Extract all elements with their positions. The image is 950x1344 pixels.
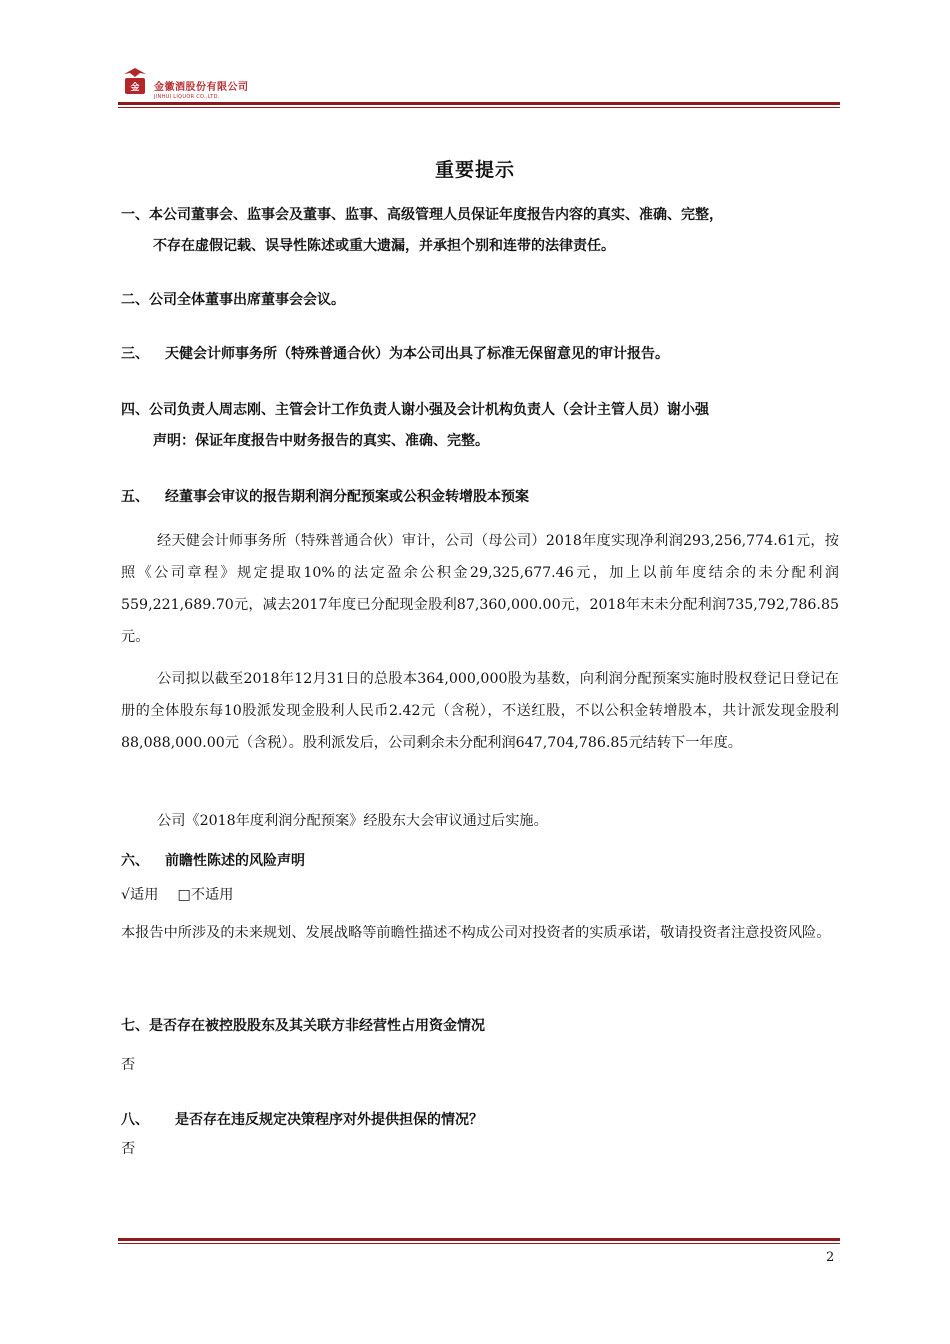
page-number: 2 [826, 1250, 835, 1265]
section-7-heading: 七、是否存在被控股股东及其关联方非经营性占用资金情况 [121, 1018, 485, 1034]
option-applicable-checked: √适用 [121, 887, 159, 903]
item-number: 三、 [121, 346, 149, 362]
header-rule-thick [118, 102, 840, 105]
section-7-answer: 否 [121, 1057, 136, 1073]
company-name-en: JINHUI LIQUOR CO.,LTD. [154, 94, 220, 100]
item-line: 本公司董事会、监事会及董事、监事、高级管理人员保证年度报告内容的真实、准确、完整， [149, 207, 723, 223]
applicability-options [121, 880, 839, 911]
notice-item-4 [121, 395, 839, 457]
section-5-heading [121, 482, 839, 513]
section-heading-text: 前瞻性陈述的风险声明 [165, 853, 305, 869]
page-title: 重要提示 [434, 159, 515, 181]
section-heading-text: 经董事会审议的报告期利润分配预案或公积金转增股本预案 [165, 489, 529, 505]
company-name-cn: 金徽酒股份有限公司 [154, 82, 249, 93]
footer-rule-thick [118, 1238, 840, 1241]
item-line: 公司负责人周志刚、主管会计工作负责人谢小强及会计机构负责人（会计主管人员）谢小强 [149, 402, 709, 418]
profit-paragraph-2: 公司拟以截至2018年12月31日的总股本364,000,000股为基数，向利润分配预案实施时股权登记日登记在册的全体股东每10股派发现金股利人民币2.42元（含税），不送红股，不以公积金转增股本，共计派发现金股利88,088,000.00元（含税）。股利派发后，公司剩余未分配利润647,704,786.85元结转下一年度。 [121, 671, 839, 751]
item-line: 不存在虚假记载、误导性陈述或重大遗漏，并承担个别和连带的法律责任。 [153, 238, 615, 254]
company-logo-text [154, 78, 249, 100]
item-number: 四、 [121, 402, 149, 418]
notice-item-1 [121, 200, 839, 262]
section-number: 五、 [121, 489, 149, 505]
section-6-heading [121, 846, 839, 877]
section-8-heading [121, 1105, 839, 1136]
item-line: 声明：保证年度报告中财务报告的真实、准确、完整。 [153, 433, 489, 449]
header-rule-thin [118, 107, 840, 108]
item-number: 一、 [121, 207, 149, 223]
section-heading-text: 是否存在违反规定决策程序对外提供担保的情况？ [175, 1112, 483, 1128]
notice-item-3 [121, 339, 839, 370]
eagle-logo-icon [122, 66, 148, 96]
profit-paragraph-3: 公司《2018年度利润分配预案》经股东大会审议通过后实施。 [157, 813, 548, 829]
option-not-applicable: □不适用 [177, 887, 234, 903]
section-8-answer: 否 [121, 1141, 136, 1157]
section-number: 六、 [121, 853, 149, 869]
item-line: 公司全体董事出席董事会会议。 [149, 292, 345, 308]
section-number: 八、 [121, 1112, 149, 1128]
notice-item-2 [121, 285, 839, 316]
item-number: 二、 [121, 292, 149, 308]
risk-statement-text: 本报告中所涉及的未来规划、发展战略等前瞻性描述不构成公司对投资者的实质承诺，敬请投资者注意投资风险。 [121, 925, 831, 941]
profit-paragraph-1: 经天健会计师事务所（特殊普通合伙）审计，公司（母公司）2018年度实现净利润293,256,774.61元，按照《公司章程》规定提取10%的法定盈余公积金29,325,677.46元，加上以前年度结余的未分配利润559,221,689.70元，减去2017年度已分配现金股利87,360,000.00元，2018年末未分配利润735,792,786.85元。 [121, 533, 839, 645]
svg-text:金: 金 [130, 83, 140, 93]
footer-rule-thin [118, 1243, 840, 1244]
item-line: 天健会计师事务所（特殊普通合伙）为本公司出具了标准无保留意见的审计报告。 [165, 346, 669, 362]
